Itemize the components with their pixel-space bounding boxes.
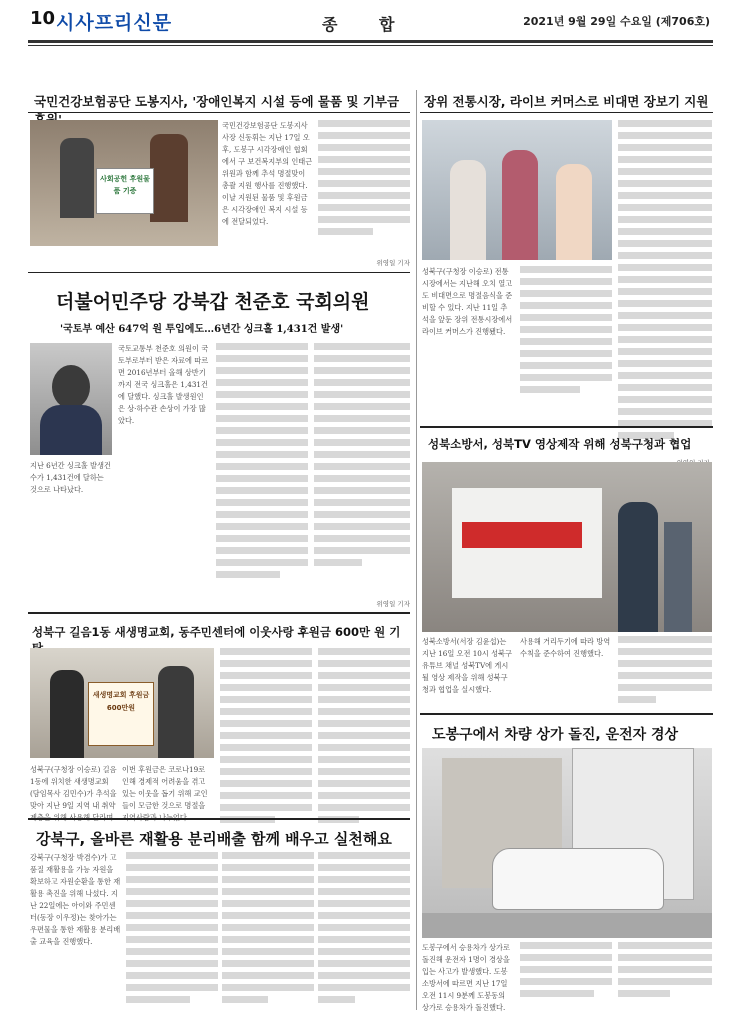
section-title: 종 합 xyxy=(322,15,413,34)
article-4-caption: 성북소방서(서장 김윤섭)는 지난 16일 오전 10시 성북구 유튜브 채널 성북TV에 게시될 영상 제작을 위해 성북구청과 협업을 실시했다. xyxy=(422,637,512,694)
article-6-body-col3 xyxy=(618,942,712,1014)
article-4-body: 사용해 거리두기에 따라 방역수칙을 준수하여 진행했다. xyxy=(520,637,611,658)
article-4-headline: 성북소방서, 성북TV 영상제작 위해 성북구청과 협업 xyxy=(428,437,692,451)
article-4-photo xyxy=(422,462,712,632)
article-3-body-col3 xyxy=(314,343,410,593)
article-5-headline: 성북구 길음1동 새생명교회, 동주민센터에 이웃사랑 후원금 600만 원 기 xyxy=(32,625,401,639)
article-5-rule xyxy=(28,612,410,614)
issue-date: 2021년 9월 29일 수요일 (제706호) xyxy=(523,15,710,28)
article-5-photo xyxy=(30,648,214,758)
article-3-body: 국토교통부 천준호 의원이 국토부로부터 받은 자료에 따르면 2016년부터 올해 상반기까지 전국 싱크홀은 1,431건에 달했다. 싱크홀 발생원인은 상·하수관 손상이 가장 많았다. xyxy=(118,344,209,425)
article-2-headline: 장위 전통시장, 라이브 커머스로 비대면 장보기 지원 xyxy=(424,94,709,109)
article-6-rule xyxy=(420,713,713,715)
article-7-body-col4 xyxy=(318,852,410,1017)
article-7-headline: 강북구, 올바른 재활용 분리배출 함께 배우고 실천해요 xyxy=(36,830,392,848)
article-6-body-col2 xyxy=(520,942,612,1014)
article-2-body: 성북구(구청장 이승로) 전통시장에서는 지난해 오치 열고도 비대면으로 명절음식을 준비할 수 있다. 지난 11일 추석을 앞둔 장위 전통시장에서 라이브 커머스가 진행됐다. xyxy=(422,267,513,336)
article-4-rule xyxy=(420,426,713,428)
article-7-body: 강북구(구청장 박겸수)가 고품질 재활용을 가능 자원을 확보하고 자원순환을 통한 재활용 촉진을 위해 나섰다. 지난 22일에는 아이와 주민센터(동장 이우정)는 찾아가는 우편물을 통한 재활용 분리배출 교육을 진행했다. xyxy=(30,853,121,946)
article-7-body-col3 xyxy=(222,852,314,1017)
article-2-photo xyxy=(422,120,612,260)
article-6-headline: 도봉구에서 차량 상가 돌진, 운전자 경상 xyxy=(432,727,679,743)
column-divider xyxy=(416,90,417,1010)
article-7-body-col2 xyxy=(126,852,218,1017)
header-subrule xyxy=(28,45,713,46)
article-1-photo xyxy=(30,120,218,246)
article-5-body-col4 xyxy=(318,648,410,828)
article-3-subhead: '국토부 예산 647억 원 투입에도…6년간 싱크홀 1,431건 발생' xyxy=(60,324,344,335)
article-5-caption: 성북구(구청장 이승로) 길음1동에 위치한 새생명교회(담임목사 김민수)가 추석을 맞아 지난 9일 지역 내 취약 xyxy=(30,765,117,810)
article-3-byline: 위영일 기자 xyxy=(376,600,410,608)
header-rule xyxy=(28,40,713,43)
article-2-rule xyxy=(420,112,713,113)
article-5-photo-sign: 새생명교회 후원금 600만원 xyxy=(88,682,154,746)
article-6-photo xyxy=(422,748,712,938)
article-4-body-col3 xyxy=(618,636,712,708)
article-3-headline: 더불어민주당 강북갑 천준호 국회의원 xyxy=(56,291,370,313)
article-1-body-col2 xyxy=(318,120,410,255)
article-3-photo-caption: 지난 6년간 싱크홀 발생건수가 1,431건에 달하는 것으로 나타났다. xyxy=(30,461,111,494)
article-2-body-right xyxy=(618,120,712,450)
page-number: 10 xyxy=(30,8,56,29)
article-6-body: 도봉구에서 승용차가 상가로 돌진해 운전자 1명이 경상을 입는 사고가 발생했다. 도봉소방서에 따르면 지난 17일 오전 11시 9분께 도봉동의 상가로 승용차가 돌진했다. xyxy=(422,943,510,1012)
article-3-rule xyxy=(28,272,410,273)
masthead-title: 시사프리신문 xyxy=(56,12,173,34)
article-5-body-col3 xyxy=(220,648,312,828)
article-1-headline: 국민건강보험공단 도봉지사, '장애인복지 시설 등에 물품 및 기부금 xyxy=(34,94,400,109)
article-2-body-col2 xyxy=(520,266,612,416)
article-3-photo xyxy=(30,343,112,455)
article-3-body-col2 xyxy=(216,343,308,593)
article-1-photo-sign: 사회공헌 후원물품 기증 xyxy=(96,168,154,214)
article-5-body: 이번 후원금은 코로나19로 인해 경제적 어려움을 겪고 있는 이웃을 돕기 위해 교인들이 모금한 것으로 명절을 xyxy=(122,765,208,810)
article-1-rule xyxy=(28,112,410,113)
article-1-body: 국민건강보험공단 도봉지사 사장 신동휘는 지난 17일 오후, 도봉구 시각장애인 협회에서 구 보건복지부의 인태근 위원과 함께 추석 명절맞이 총괄 지원 행사를 진행했다. 이날 지원된 물품 및 후원금은 시각장애인 복지 시설 등에 전달되었다. xyxy=(222,121,313,226)
article-7-rule xyxy=(28,818,410,820)
article-1-byline: 위영일 기자 xyxy=(376,259,410,267)
